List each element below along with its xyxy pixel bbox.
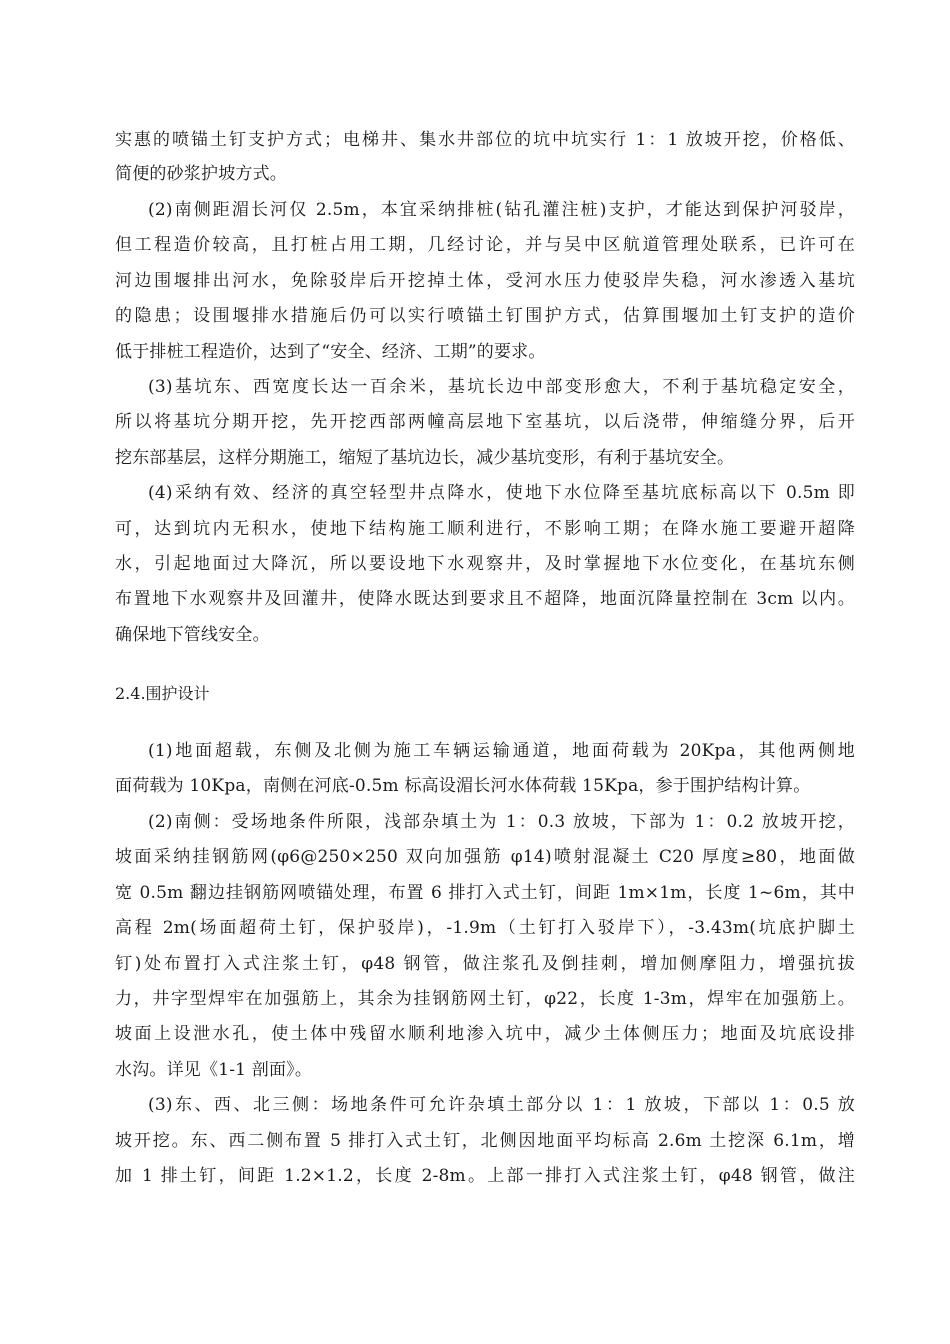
body-line: 面荷载为 10Kpa，南侧在河底-0.5m 标高设湄长河水体荷载 15Kpa，参于围护结构计算。 <box>115 776 811 796</box>
paragraph-start-line: (2)南侧：受场地条件所限，浅部杂填土为 1：0.3 放坡，下部为 1：0.2 放坡开挖， <box>148 812 855 832</box>
body-line: 高程 2m(场面超荷土钉，保护驳岸)，-1.9m（土钉打入驳岸下），-3.43m(坑底护脚土 <box>115 918 855 938</box>
section-heading: 2.4.围护设计 <box>115 684 210 703</box>
body-line: 挖东部基层，这样分期施工，缩短了基坑边长，减少基坑变形，有利于基坑安全。 <box>115 448 735 468</box>
body-line: 简便的砂浆护坡方式。 <box>115 164 287 184</box>
body-line: 水，引起地面过大降沉，所以要设地下水观察井，及时掌握地下水位变化，在基坑东侧 <box>115 554 855 574</box>
body-line: 布置地下水观察井及回灌井，使降水既达到要求且不超降，地面沉降量控制在 3cm 以内。 <box>115 589 855 609</box>
paragraph-start-line: (3)基坑东、西宽度长达一百余米，基坑长边中部变形愈大，不利于基坑稳定安全， <box>148 377 855 397</box>
paragraph-start-line: (1)地面超载，东侧及北侧为施工车辆运输通道，地面荷载为 20Kpa，其他两侧地 <box>148 741 855 761</box>
body-line: 坡面上设泄水孔，使土体中残留水顺利地渗入坑中，减少土体侧压力；地面及坑底设排 <box>115 1024 855 1044</box>
body-line: 低于排桩工程造价，达到了“安全、经济、工期”的要求。 <box>115 342 546 362</box>
body-line: 坡面采纳挂钢筋网(φ6@250×250 双向加强筋 φ14)喷射混凝土 C20 厚度≥80，地面做 <box>115 847 855 867</box>
body-line: 加 1 排土钉，间距 1.2×1.2，长度 2-8m。上部一排打入式注浆土钉，φ48 钢管，做注 <box>115 1166 855 1186</box>
paragraph-start-line: (3)东、西、北三侧：场地条件可允许杂填土部分以 1：1 放坡，下部以 1：0.5 放 <box>148 1095 855 1115</box>
body-line: 坡开挖。东、西二侧布置 5 排打入式土钉，北侧因地面平均标高 2.6m 土挖深 6.1m，增 <box>115 1131 855 1151</box>
body-line: 钉)处布置打入式注浆土钉，φ48 钢管，做注浆孔及倒挂刺，增加侧摩阻力，增强抗拔 <box>115 954 855 974</box>
body-line: 确保地下管线安全。 <box>115 625 270 645</box>
paragraph-start-line: (2)南侧距湄长河仅 2.5m，本宜采纳排桩(钻孔灌注桩)支护，才能达到保护河驳岸， <box>148 200 855 220</box>
paragraph-start-line: (4)采纳有效、经济的真空轻型井点降水，使地下水位降至基坑底标高以下 0.5m 即 <box>148 483 855 503</box>
body-line: 水沟。详见《1-1 剖面》。 <box>115 1060 313 1080</box>
body-line: 实惠的喷锚土钉支护方式；电梯井、集水井部位的坑中坑实行 1：1 放坡开挖，价格低、 <box>115 130 855 150</box>
body-line: 但工程造价较高，且打桩占用工期，几经讨论，并与吴中区航道管理处联系，已许可在 <box>115 235 855 255</box>
body-line: 力，井字型焊牢在加强筋上，其余为挂钢筋网土钉，φ22，长度 1-3m，焊牢在加强筋上。 <box>115 989 855 1009</box>
body-line: 河边围堰排出河水，免除驳岸后开挖掉土体，受河水压力使驳岸失稳，河水渗透入基坑 <box>115 271 855 291</box>
body-line: 所以将基坑分期开挖，先开挖西部两幢高层地下室基坑，以后浇带，伸缩缝分界，后开 <box>115 412 855 432</box>
body-line: 的隐患；设围堰排水措施后仍可以实行喷锚土钉围护方式，估算围堰加土钉支护的造价 <box>115 306 855 326</box>
body-line: 宽 0.5m 翻边挂钢筋网喷锚处理，布置 6 排打入式土钉，间距 1m×1m，长度 1~6m，其中 <box>115 883 855 903</box>
body-line: 可，达到坑内无积水，使地下结构施工顺利进行，不影响工期；在降水施工要避开超降 <box>115 519 855 539</box>
